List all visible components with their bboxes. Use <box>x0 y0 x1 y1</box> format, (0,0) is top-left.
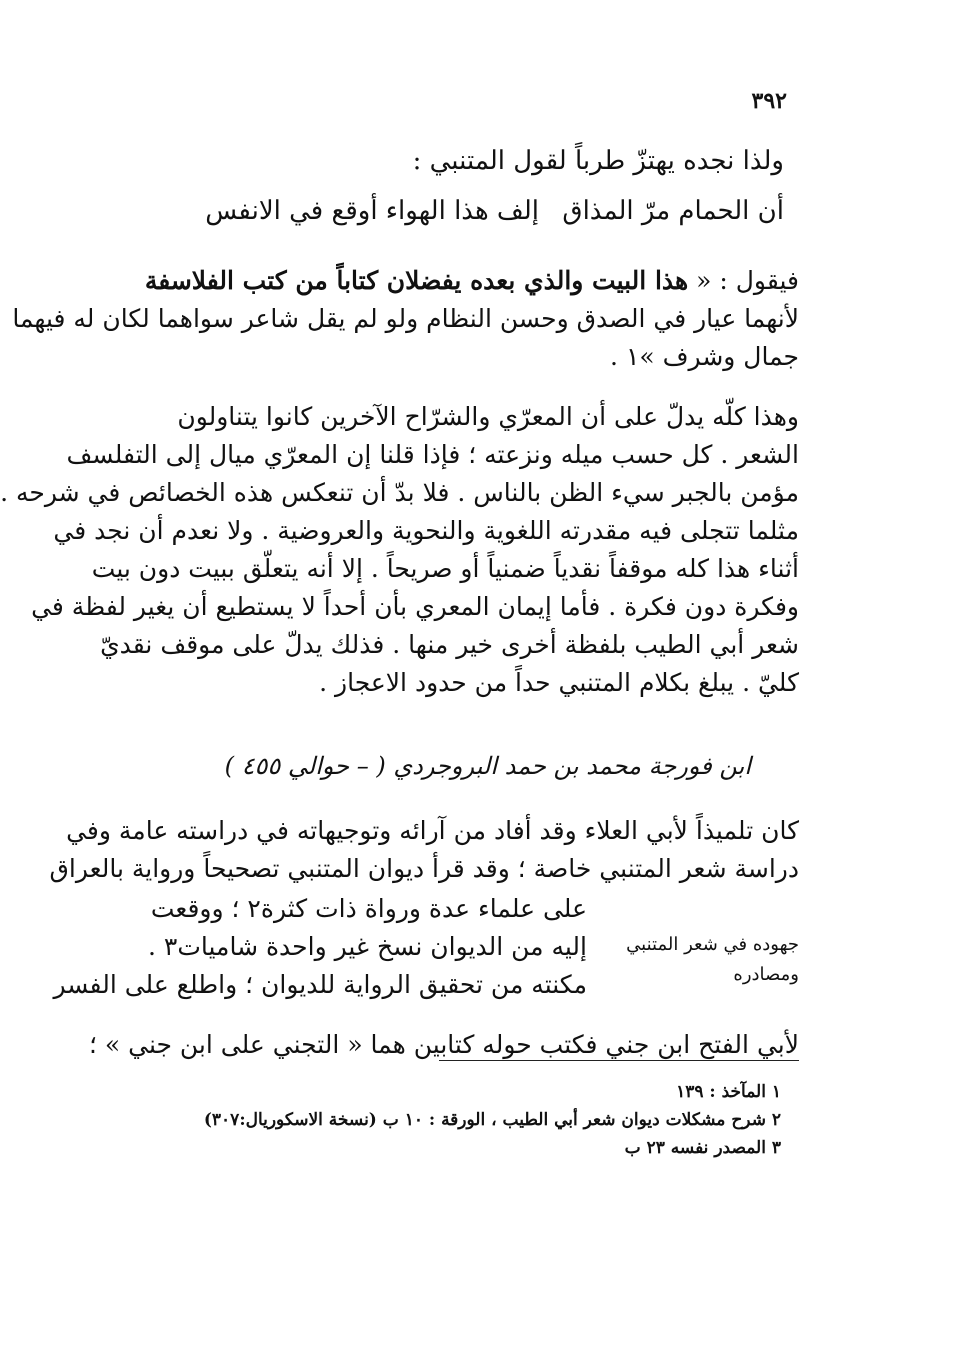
paragraph-line: مثلما تتجلى فيه مقدرته اللغوية والنحوية والعروضية . ولا نعدم أن نجد في <box>53 516 799 545</box>
paragraph-quote <box>12 262 799 376</box>
inset-line: على علماء عدة ورواة ذات كثرة٢ ؛ ووقعت <box>150 894 587 923</box>
quote-lead: فيقول : « <box>696 266 799 295</box>
margin-note-line: ومصادره <box>733 964 799 985</box>
section-heading: ابن فورجة محمد بن حمد البروجردي ( – حوالي ٤٥٥ ) <box>224 752 751 780</box>
verse-first-hemistich: إلف هذا الهواء أوقع في الانفس <box>205 196 539 226</box>
paragraph-line: مؤمن بالجبر سيء الظن بالناس . فلا بدّ أن تنعكس هذه الخصائص في شرحه . <box>0 478 799 507</box>
quote-bold-text: هذا البيت والذي بعده يفضلان كتاباً من كتب الفلاسفة <box>144 266 689 295</box>
intro-line: ولذا نجده يهتزّ طرباً لقول المتنبي : <box>412 146 784 176</box>
footnote: ٣ المصدر نفسه ٢٣ ب <box>624 1138 781 1158</box>
paragraph-line: كليّ . يبلغ بكلام المتنبي حداً من حدود الاعجاز . <box>319 668 799 697</box>
paragraph-closing-line: لأبي الفتح ابن جني فكتب حوله كتابين هما « التجني على ابن جني » ؛ <box>88 1030 799 1059</box>
paragraph-line: وفكرة دون فكرة . فأما إيمان المعري بأن أحداً لا يستطيع أن يغير لفظة في <box>31 592 799 621</box>
verse-second-hemistich: أن الحمام مرّ المذاق <box>562 196 784 226</box>
margin-note-line: جهوده في شعر المتنبي <box>626 934 799 955</box>
paragraph-line: لأنهما عيار في الصدق وحسن النظام ولو لم يقل شاعر سواهما لكان له فيهما <box>12 304 799 333</box>
page-number: ٣٩٢ <box>751 88 787 114</box>
paragraph-line: الشعر . كل حسب ميله ونزعته ؛ فإذا قلنا إن المعرّي ميال إلى التفلسف <box>66 440 799 469</box>
inset-line: مكنته من تحقيق الرواية للديوان ؛ واطلع على الفسر <box>53 970 587 999</box>
footnote: ١ المآخذ : ١٣٩ <box>676 1082 781 1102</box>
margin-note <box>599 930 799 990</box>
paragraph-biography <box>49 812 799 888</box>
paragraph-line: جمال وشرف »١ . <box>610 342 799 371</box>
paragraph-line <box>129 262 799 300</box>
inset-text-block <box>53 890 587 1004</box>
paragraph-line: شعر أبي الطيب بلفظة أخرى خير منها . فذلك يدلّ على موقف نقديّ <box>100 630 799 659</box>
paragraph-line: كان تلميذاً لأبي العلاء وقد أفاد من آرائه وتوجيهاته في دراسته عامة وفي <box>66 816 799 845</box>
paragraph-commentary <box>0 398 799 702</box>
paragraph-line: وهذا كلّه يدلّ على أن المعرّي والشرّاح الآخرين كانوا يتناولون <box>177 402 799 431</box>
footnote: ٢ شرح مشكلات ديوان شعر أبي الطيب ، الورقة : ١٠ ب (نسخة الاسكوريال:٣٠٧) <box>203 1110 781 1130</box>
paragraph-line: دراسة شعر المتنبي خاصة ؛ وقد قرأ ديوان المتنبي تصحيحاً ورواية بالعراق <box>49 854 799 883</box>
inset-line: إليه من الديوان نسخ غير واحدة شاميات٣ . <box>148 932 587 961</box>
footnotes <box>131 1078 781 1162</box>
paragraph-line: أثناء هذا كله موقفاً نقدياً ضمنياً أو صريحاً . إلا أنه يتعلّق ببيت دون بيت <box>91 554 799 583</box>
underline-rule <box>439 1060 799 1061</box>
